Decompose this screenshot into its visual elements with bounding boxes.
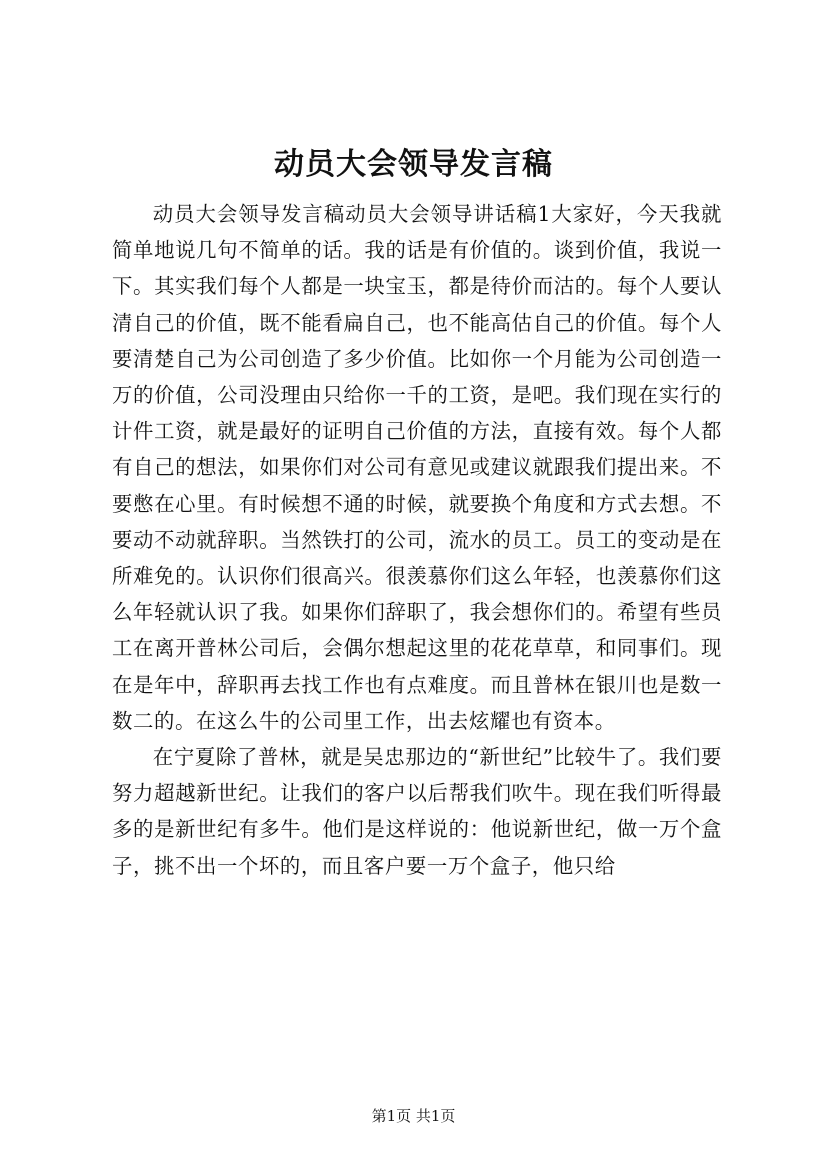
paragraph-2: 在宁夏除了普林，就是吴忠那边的“新世纪”比较牛了。我们要努力超越新世纪。让我们的客户以后帮我们吹牛。现在我们听得最多的是新世纪有多牛。他们是这样说的：他说新世纪，做一万个盒子，挑不出一个坏的，而且客户要一万个盒子，他只给	[112, 745, 722, 878]
paragraph-1: 动员大会领导发言稿动员大会领导讲话稿1大家好，今天我就简单地说几句不简单的话。我的话是有价值的。谈到价值，我说一下。其实我们每个人都是一块宝玉，都是待价而沽的。每个人要认清自己的价值，既不能看扁自己，也不能高估自己的价值。每个人要清楚自己为公司创造了多少价值。比如你一个月能为公司创造一万的价值，公司没理由只给你一千的工资，是吧。我们现在实行的计件工资，就是最好的证明自己价值的方法，直接有效。每个人都有自己的想法，如果你们对公司有意见或建议就跟我们提出来。不要憋在心里。有时候想不通的时候，就要换个角度和方式去想。不要动不动就辞职。当然铁打的公司，流水的员工。员工的变动是在所难免的。认识你们很高兴。很羡慕你们这么年轻，也羡慕你们这么年轻就认识了我。如果你们辞职了，我会想你们的。希望有些员工在离开普林公司后，会偶尔想起这里的花花草草，和同事们。现在是年中，辞职再去找工作也有点难度。而且普林在银川也是数一数二的。在这么牛的公司里工作，出去炫耀也有资本。	[112, 202, 722, 733]
document-body	[112, 196, 722, 884]
document-title: 动员大会领导发言稿	[274, 147, 553, 182]
page-number-footer: 第1页 共1页	[371, 1107, 456, 1125]
